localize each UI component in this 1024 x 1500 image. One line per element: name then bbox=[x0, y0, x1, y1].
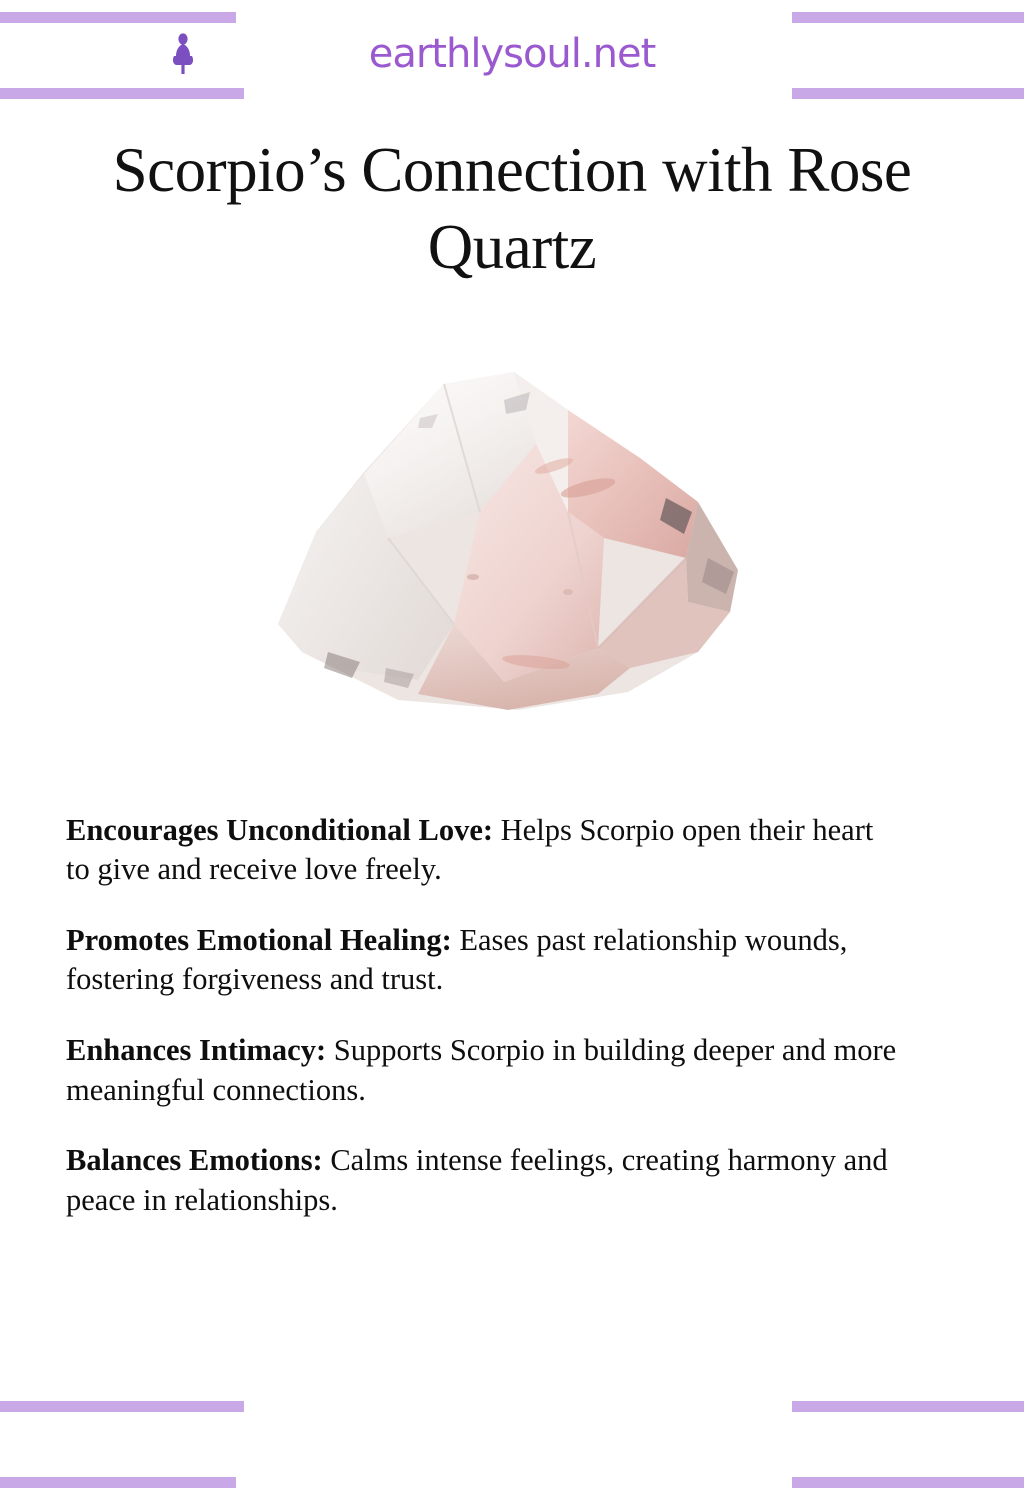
benefit-text: Helps Scorpio open their heart to give and receive love freely. bbox=[66, 812, 874, 887]
benefit-heading: Promotes Emotional Healing: bbox=[66, 922, 452, 957]
benefit-heading: Enhances Intimacy: bbox=[66, 1033, 327, 1068]
crystal-image-area bbox=[0, 350, 1024, 740]
decor-bar-bottom-right-1 bbox=[792, 1401, 1024, 1412]
rose-quartz-crystal-image bbox=[268, 362, 758, 722]
decor-bar-top-left-1 bbox=[0, 12, 236, 23]
list-item bbox=[66, 921, 866, 1000]
benefit-text: Calms intense feelings, creating harmony and peace in relationships. bbox=[66, 1143, 888, 1217]
decor-bar-bottom-right-2 bbox=[792, 1477, 1024, 1488]
list-item bbox=[66, 1141, 956, 1220]
buddha-figure-icon bbox=[170, 30, 196, 76]
site-logo bbox=[0, 31, 1024, 90]
decor-bar-bottom-left-1 bbox=[0, 1401, 244, 1412]
benefit-text: Supports Scorpio in building deeper and more meaningful connections. bbox=[66, 1033, 897, 1107]
decor-bar-top-right-1 bbox=[792, 12, 1024, 23]
site-logo-text: earthlysoul.net bbox=[368, 31, 656, 77]
list-item bbox=[66, 1031, 916, 1110]
page-title: Scorpio’s Connection with Rose Quartz bbox=[112, 135, 912, 282]
decor-bar-bottom-left-2 bbox=[0, 1477, 236, 1488]
benefit-heading: Encourages Unconditional Love: bbox=[66, 812, 494, 847]
benefit-heading: Balances Emotions: bbox=[66, 1143, 323, 1178]
benefit-text: Eases past relationship wounds, fostering forgiveness and trust. bbox=[66, 922, 848, 997]
list-item bbox=[66, 811, 886, 890]
benefits-list bbox=[66, 780, 956, 1221]
